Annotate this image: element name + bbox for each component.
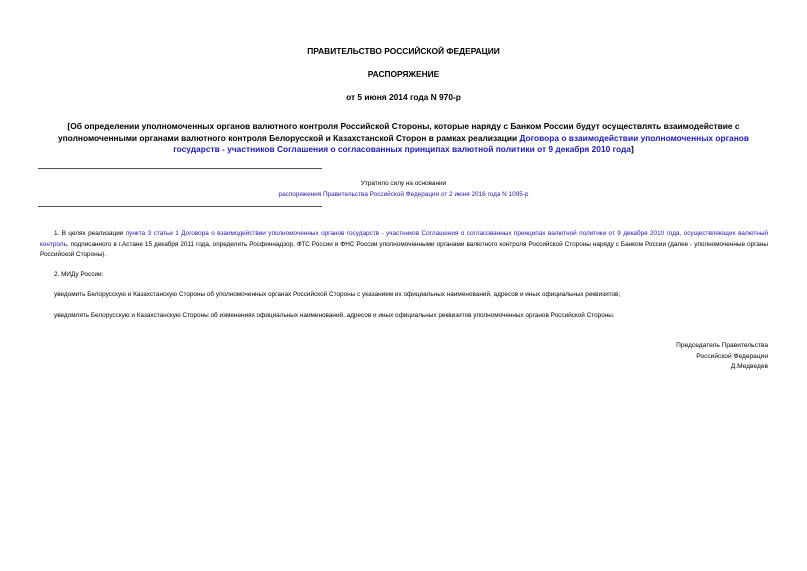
- treaty-clause-link[interactable]: пункта 3 статьи 1 Договора о взаимодействии уполномоченных органов государств - участников Соглашения о согласованных принципах валютной политики от 9 декабря 2010 года, осуществляющих валютный контроль: [40, 230, 768, 248]
- repeal-link[interactable]: распоряжения Правительства Российской Федерации от 2 июня 2016 года N 1095-р: [278, 191, 529, 198]
- signature-title: Председатель Правительства: [676, 342, 768, 349]
- document-type-heading: РАСПОРЯЖЕНИЕ: [367, 69, 440, 79]
- title-open-bracket: [: [67, 121, 71, 131]
- paragraph-1-end: , подписанного в г.Астане 15 декабря 2011 года, определить Росфиннадзор, ФТС России и ФНС России уполномоченными органами валютного контроля Российской Стороны наряду с Банком России (далее - уполномоченные органы Российской Стороны).: [40, 240, 768, 258]
- paragraph-1: [40, 229, 768, 261]
- paragraph-3: уведомить Белорусскую и Казахстанскую Стороны об уполномоченных органах Российской Стороны с указанием их официальных наименований, адресов и иных официальных реквизитов;: [54, 291, 621, 298]
- document-date-number: от 5 июня 2014 года N 970-р: [346, 92, 461, 102]
- title-close-bracket: ]: [630, 144, 634, 154]
- signature-country: Российской Федерации: [696, 352, 768, 360]
- document-title: [40, 121, 767, 156]
- paragraph-4: уведомлять Белорусскую и Казахстанскую Стороны об изменениях официальных наименований, адресов и иных официальных реквизитов уполномоченных органов Российской Стороны.: [54, 312, 615, 319]
- signature-block: [676, 341, 768, 373]
- paragraph-1-start: 1. В целях реализации: [54, 230, 126, 237]
- treaty-link[interactable]: Договора о взаимодействии уполномоченных органов государств - участников Соглашения о согласованных принципах валютной политики от 9 декабря 2010 года: [173, 132, 750, 154]
- signature-name: Д.Медведев: [730, 363, 768, 370]
- title-text: Об определении уполномоченных органов валютного контроля Российской Стороны, которые наряду с Банком России будут осуществлять взаимодействие с уполномоченными органами валютного контроля Белорусской и Казахстанской Сторон в рамках реализации: [57, 121, 740, 143]
- divider-top: [38, 168, 322, 169]
- government-heading: ПРАВИТЕЛЬСТВО РОССИЙСКОЙ ФЕДЕРАЦИИ: [307, 46, 500, 56]
- paragraph-2: 2. МИДу России:: [54, 271, 104, 278]
- status-note: Утратило силу на основании: [360, 180, 447, 187]
- divider-bottom: [38, 206, 322, 207]
